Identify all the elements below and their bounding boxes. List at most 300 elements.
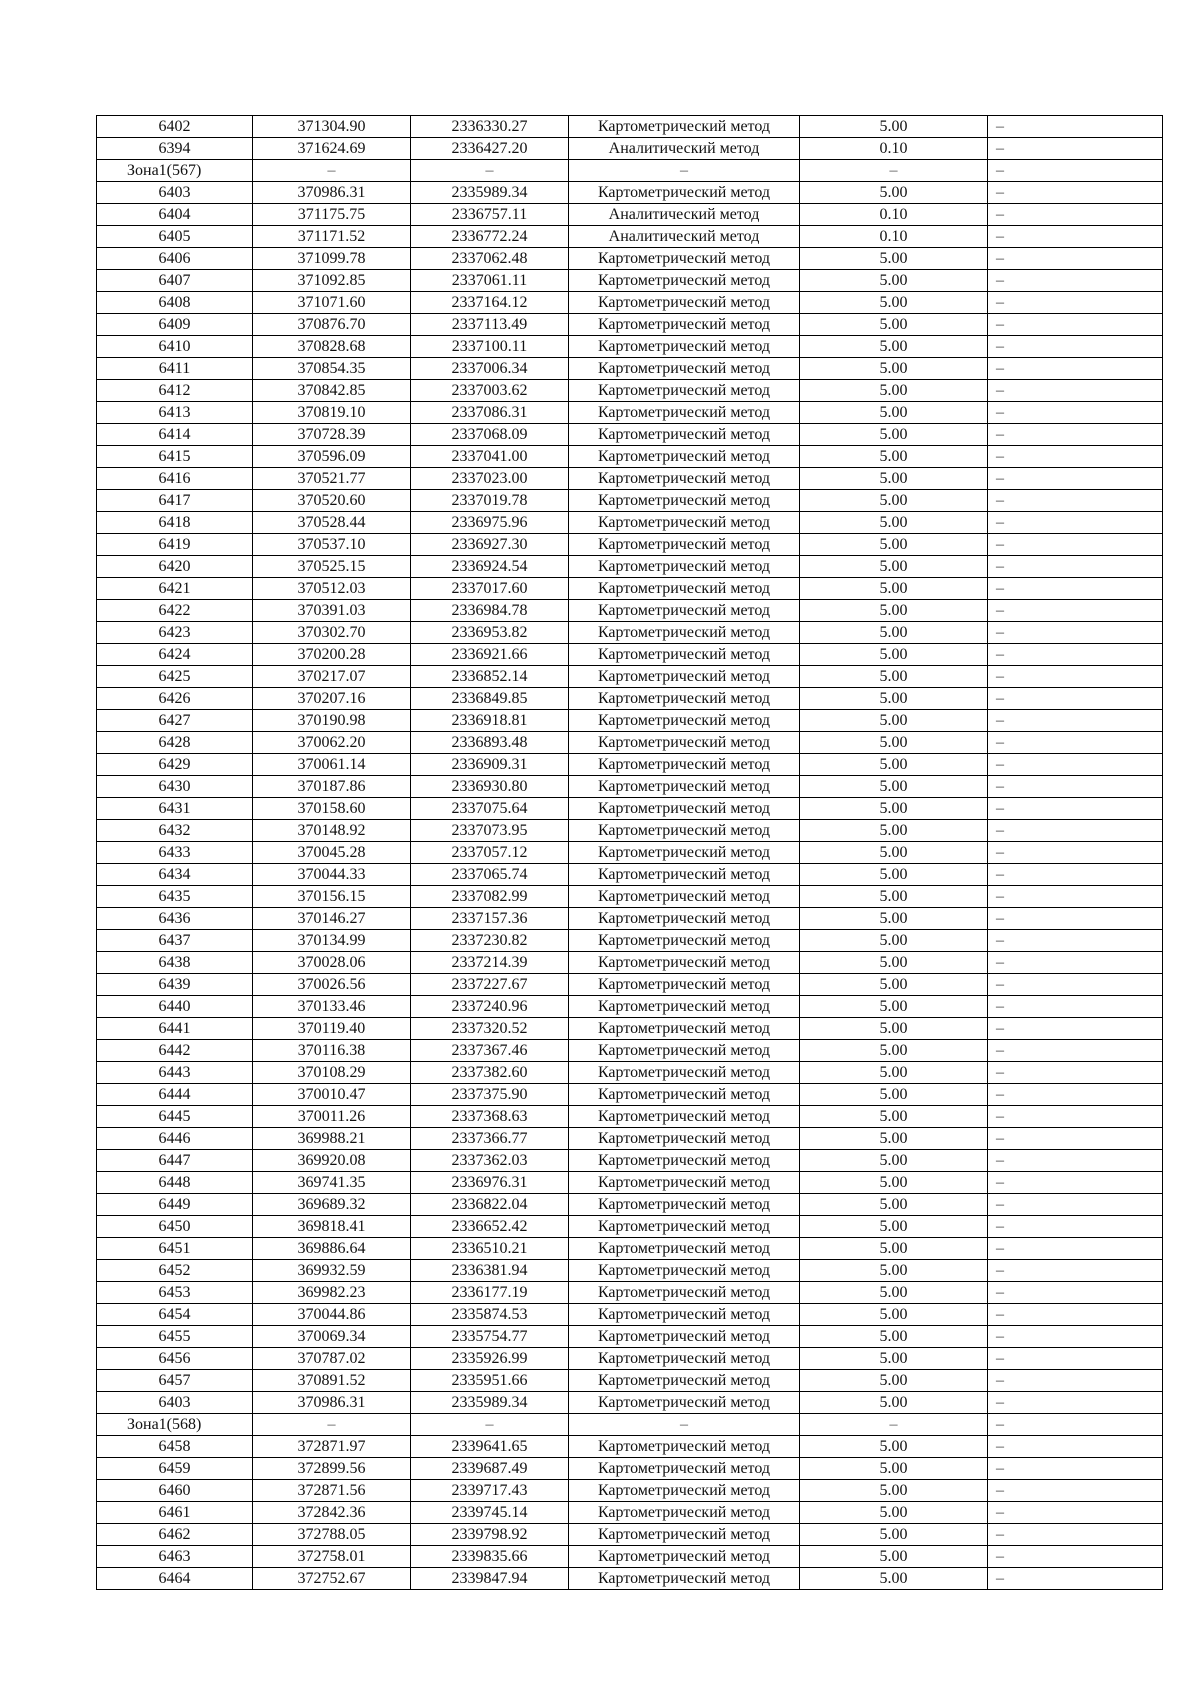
point-number-cell: 6411 bbox=[97, 358, 253, 380]
point-number-cell: 6435 bbox=[97, 886, 253, 908]
description-cell: – bbox=[988, 1018, 1163, 1040]
accuracy-cell: 5.00 bbox=[800, 688, 988, 710]
point-number-cell: 6424 bbox=[97, 644, 253, 666]
method-cell: Картометрический метод bbox=[569, 380, 800, 402]
point-number-cell: 6409 bbox=[97, 314, 253, 336]
accuracy-cell: 5.00 bbox=[800, 798, 988, 820]
table-row bbox=[97, 1260, 1163, 1282]
method-cell: Картометрический метод bbox=[569, 556, 800, 578]
point-number-cell: 6394 bbox=[97, 138, 253, 160]
method-cell: Картометрический метод bbox=[569, 1040, 800, 1062]
description-cell: – bbox=[988, 1150, 1163, 1172]
accuracy-cell: 5.00 bbox=[800, 842, 988, 864]
accuracy-cell: 5.00 bbox=[800, 864, 988, 886]
x-coordinate-cell: 370011.26 bbox=[253, 1106, 411, 1128]
description-cell: – bbox=[988, 314, 1163, 336]
y-coordinate-cell: 2337073.95 bbox=[411, 820, 569, 842]
table-row bbox=[97, 182, 1163, 204]
accuracy-cell: 5.00 bbox=[800, 578, 988, 600]
table-row bbox=[97, 160, 1163, 182]
method-cell: Картометрический метод bbox=[569, 1502, 800, 1524]
coordinates-table-body bbox=[97, 116, 1163, 1590]
point-number-cell: 6436 bbox=[97, 908, 253, 930]
accuracy-cell: 5.00 bbox=[800, 1370, 988, 1392]
description-cell: – bbox=[988, 622, 1163, 644]
method-cell: Картометрический метод bbox=[569, 248, 800, 270]
description-cell: – bbox=[988, 1238, 1163, 1260]
method-cell: Картометрический метод bbox=[569, 1458, 800, 1480]
method-cell: Картометрический метод bbox=[569, 1260, 800, 1282]
y-coordinate-cell: 2337368.63 bbox=[411, 1106, 569, 1128]
method-cell: Картометрический метод bbox=[569, 732, 800, 754]
method-cell: Картометрический метод bbox=[569, 886, 800, 908]
method-cell: Картометрический метод bbox=[569, 446, 800, 468]
x-coordinate-cell: – bbox=[253, 160, 411, 182]
y-coordinate-cell: 2337006.34 bbox=[411, 358, 569, 380]
x-coordinate-cell: 370187.86 bbox=[253, 776, 411, 798]
method-cell: Картометрический метод bbox=[569, 1392, 800, 1414]
method-cell: Картометрический метод bbox=[569, 292, 800, 314]
point-number-cell: 6453 bbox=[97, 1282, 253, 1304]
description-cell: – bbox=[988, 600, 1163, 622]
y-coordinate-cell: 2337113.49 bbox=[411, 314, 569, 336]
point-number-cell: 6417 bbox=[97, 490, 253, 512]
table-row bbox=[97, 1524, 1163, 1546]
x-coordinate-cell: – bbox=[253, 1414, 411, 1436]
accuracy-cell: 5.00 bbox=[800, 1568, 988, 1590]
y-coordinate-cell: 2336927.30 bbox=[411, 534, 569, 556]
method-cell: – bbox=[569, 1414, 800, 1436]
description-cell: – bbox=[988, 292, 1163, 314]
x-coordinate-cell: 370512.03 bbox=[253, 578, 411, 600]
y-coordinate-cell: 2339717.43 bbox=[411, 1480, 569, 1502]
method-cell: Картометрический метод bbox=[569, 358, 800, 380]
method-cell: – bbox=[569, 160, 800, 182]
y-coordinate-cell: 2339798.92 bbox=[411, 1524, 569, 1546]
x-coordinate-cell: 370391.03 bbox=[253, 600, 411, 622]
accuracy-cell: 5.00 bbox=[800, 1546, 988, 1568]
accuracy-cell: 5.00 bbox=[800, 1150, 988, 1172]
table-row bbox=[97, 424, 1163, 446]
description-cell: – bbox=[988, 204, 1163, 226]
table-row bbox=[97, 908, 1163, 930]
accuracy-cell: 5.00 bbox=[800, 534, 988, 556]
point-number-cell: 6418 bbox=[97, 512, 253, 534]
accuracy-cell: 5.00 bbox=[800, 644, 988, 666]
y-coordinate-cell: 2336330.27 bbox=[411, 116, 569, 138]
description-cell: – bbox=[988, 1502, 1163, 1524]
table-row bbox=[97, 314, 1163, 336]
accuracy-cell: – bbox=[800, 1414, 988, 1436]
description-cell: – bbox=[988, 116, 1163, 138]
method-cell: Картометрический метод bbox=[569, 974, 800, 996]
y-coordinate-cell: 2336918.81 bbox=[411, 710, 569, 732]
table-row bbox=[97, 600, 1163, 622]
point-number-cell: 6464 bbox=[97, 1568, 253, 1590]
x-coordinate-cell: 370045.28 bbox=[253, 842, 411, 864]
y-coordinate-cell: 2336849.85 bbox=[411, 688, 569, 710]
table-row bbox=[97, 556, 1163, 578]
point-number-cell: 6433 bbox=[97, 842, 253, 864]
x-coordinate-cell: 370044.33 bbox=[253, 864, 411, 886]
point-number-cell: 6423 bbox=[97, 622, 253, 644]
table-row bbox=[97, 798, 1163, 820]
table-row bbox=[97, 468, 1163, 490]
description-cell: – bbox=[988, 1194, 1163, 1216]
table-row bbox=[97, 754, 1163, 776]
table-row bbox=[97, 380, 1163, 402]
y-coordinate-cell: 2336930.80 bbox=[411, 776, 569, 798]
point-number-cell: 6416 bbox=[97, 468, 253, 490]
x-coordinate-cell: 370148.92 bbox=[253, 820, 411, 842]
table-row bbox=[97, 1392, 1163, 1414]
y-coordinate-cell: 2336976.31 bbox=[411, 1172, 569, 1194]
point-number-cell: 6421 bbox=[97, 578, 253, 600]
table-row bbox=[97, 1348, 1163, 1370]
table-row bbox=[97, 270, 1163, 292]
accuracy-cell: 5.00 bbox=[800, 1348, 988, 1370]
table-row bbox=[97, 1458, 1163, 1480]
y-coordinate-cell: 2337086.31 bbox=[411, 402, 569, 424]
description-cell: – bbox=[988, 248, 1163, 270]
table-row bbox=[97, 1282, 1163, 1304]
accuracy-cell: 5.00 bbox=[800, 886, 988, 908]
y-coordinate-cell: 2335926.99 bbox=[411, 1348, 569, 1370]
point-number-cell: 6402 bbox=[97, 116, 253, 138]
method-cell: Картометрический метод bbox=[569, 600, 800, 622]
y-coordinate-cell: 2336177.19 bbox=[411, 1282, 569, 1304]
accuracy-cell: 5.00 bbox=[800, 754, 988, 776]
table-row bbox=[97, 1172, 1163, 1194]
description-cell: – bbox=[988, 380, 1163, 402]
x-coordinate-cell: 371304.90 bbox=[253, 116, 411, 138]
point-number-cell: 6448 bbox=[97, 1172, 253, 1194]
table-row bbox=[97, 864, 1163, 886]
table-row bbox=[97, 534, 1163, 556]
description-cell: – bbox=[988, 666, 1163, 688]
accuracy-cell: 5.00 bbox=[800, 1194, 988, 1216]
description-cell: – bbox=[988, 1414, 1163, 1436]
x-coordinate-cell: 370728.39 bbox=[253, 424, 411, 446]
accuracy-cell: 0.10 bbox=[800, 204, 988, 226]
accuracy-cell: 5.00 bbox=[800, 732, 988, 754]
method-cell: Картометрический метод bbox=[569, 622, 800, 644]
accuracy-cell: 5.00 bbox=[800, 1106, 988, 1128]
point-number-cell: 6414 bbox=[97, 424, 253, 446]
x-coordinate-cell: 371624.69 bbox=[253, 138, 411, 160]
point-number-cell: 6410 bbox=[97, 336, 253, 358]
point-number-cell: 6431 bbox=[97, 798, 253, 820]
table-row bbox=[97, 644, 1163, 666]
description-cell: – bbox=[988, 358, 1163, 380]
point-number-cell: 6404 bbox=[97, 204, 253, 226]
y-coordinate-cell: 2339687.49 bbox=[411, 1458, 569, 1480]
method-cell: Картометрический метод bbox=[569, 1524, 800, 1546]
point-number-cell: 6444 bbox=[97, 1084, 253, 1106]
description-cell: – bbox=[988, 1458, 1163, 1480]
method-cell: Картометрический метод bbox=[569, 1216, 800, 1238]
y-coordinate-cell: 2336921.66 bbox=[411, 644, 569, 666]
x-coordinate-cell: 370302.70 bbox=[253, 622, 411, 644]
description-cell: – bbox=[988, 1326, 1163, 1348]
x-coordinate-cell: 372842.36 bbox=[253, 1502, 411, 1524]
method-cell: Картометрический метод bbox=[569, 644, 800, 666]
x-coordinate-cell: 370842.85 bbox=[253, 380, 411, 402]
description-cell: – bbox=[988, 930, 1163, 952]
point-number-cell: 6440 bbox=[97, 996, 253, 1018]
point-number-cell: 6452 bbox=[97, 1260, 253, 1282]
accuracy-cell: – bbox=[800, 160, 988, 182]
accuracy-cell: 5.00 bbox=[800, 1304, 988, 1326]
x-coordinate-cell: 370010.47 bbox=[253, 1084, 411, 1106]
table-row bbox=[97, 1018, 1163, 1040]
point-number-cell: 6461 bbox=[97, 1502, 253, 1524]
x-coordinate-cell: 371071.60 bbox=[253, 292, 411, 314]
accuracy-cell: 5.00 bbox=[800, 666, 988, 688]
accuracy-cell: 0.10 bbox=[800, 138, 988, 160]
point-number-cell: 6463 bbox=[97, 1546, 253, 1568]
table-row bbox=[97, 1084, 1163, 1106]
y-coordinate-cell: 2336510.21 bbox=[411, 1238, 569, 1260]
x-coordinate-cell: 370854.35 bbox=[253, 358, 411, 380]
accuracy-cell: 5.00 bbox=[800, 600, 988, 622]
point-number-cell: 6443 bbox=[97, 1062, 253, 1084]
x-coordinate-cell: 372788.05 bbox=[253, 1524, 411, 1546]
y-coordinate-cell: 2336984.78 bbox=[411, 600, 569, 622]
point-number-cell: 6457 bbox=[97, 1370, 253, 1392]
point-number-cell: 6427 bbox=[97, 710, 253, 732]
y-coordinate-cell: 2337164.12 bbox=[411, 292, 569, 314]
description-cell: – bbox=[988, 798, 1163, 820]
accuracy-cell: 5.00 bbox=[800, 490, 988, 512]
point-number-cell: 6459 bbox=[97, 1458, 253, 1480]
y-coordinate-cell: 2336924.54 bbox=[411, 556, 569, 578]
accuracy-cell: 5.00 bbox=[800, 248, 988, 270]
description-cell: – bbox=[988, 270, 1163, 292]
x-coordinate-cell: 370108.29 bbox=[253, 1062, 411, 1084]
x-coordinate-cell: 371092.85 bbox=[253, 270, 411, 292]
accuracy-cell: 5.00 bbox=[800, 908, 988, 930]
y-coordinate-cell: 2337240.96 bbox=[411, 996, 569, 1018]
x-coordinate-cell: 370986.31 bbox=[253, 182, 411, 204]
method-cell: Картометрический метод bbox=[569, 1018, 800, 1040]
y-coordinate-cell: 2339847.94 bbox=[411, 1568, 569, 1590]
table-row bbox=[97, 776, 1163, 798]
x-coordinate-cell: 370891.52 bbox=[253, 1370, 411, 1392]
method-cell: Картометрический метод bbox=[569, 534, 800, 556]
table-row bbox=[97, 666, 1163, 688]
description-cell: – bbox=[988, 468, 1163, 490]
description-cell: – bbox=[988, 732, 1163, 754]
y-coordinate-cell: 2336652.42 bbox=[411, 1216, 569, 1238]
description-cell: – bbox=[988, 138, 1163, 160]
method-cell: Картометрический метод bbox=[569, 336, 800, 358]
accuracy-cell: 5.00 bbox=[800, 1238, 988, 1260]
table-row bbox=[97, 732, 1163, 754]
accuracy-cell: 5.00 bbox=[800, 1260, 988, 1282]
description-cell: – bbox=[988, 534, 1163, 556]
y-coordinate-cell: 2337100.11 bbox=[411, 336, 569, 358]
accuracy-cell: 5.00 bbox=[800, 1062, 988, 1084]
description-cell: – bbox=[988, 336, 1163, 358]
method-cell: Картометрический метод bbox=[569, 1282, 800, 1304]
y-coordinate-cell: 2337362.03 bbox=[411, 1150, 569, 1172]
y-coordinate-cell: 2339835.66 bbox=[411, 1546, 569, 1568]
y-coordinate-cell: 2336953.82 bbox=[411, 622, 569, 644]
table-row bbox=[97, 1568, 1163, 1590]
method-cell: Картометрический метод bbox=[569, 864, 800, 886]
x-coordinate-cell: 371099.78 bbox=[253, 248, 411, 270]
point-number-cell: 6405 bbox=[97, 226, 253, 248]
accuracy-cell: 5.00 bbox=[800, 952, 988, 974]
table-row bbox=[97, 842, 1163, 864]
description-cell: – bbox=[988, 1084, 1163, 1106]
x-coordinate-cell: 370062.20 bbox=[253, 732, 411, 754]
y-coordinate-cell: 2336757.11 bbox=[411, 204, 569, 226]
table-row bbox=[97, 512, 1163, 534]
method-cell: Картометрический метод bbox=[569, 688, 800, 710]
accuracy-cell: 5.00 bbox=[800, 1282, 988, 1304]
y-coordinate-cell: 2337068.09 bbox=[411, 424, 569, 446]
x-coordinate-cell: 369886.64 bbox=[253, 1238, 411, 1260]
description-cell: – bbox=[988, 996, 1163, 1018]
x-coordinate-cell: 370069.34 bbox=[253, 1326, 411, 1348]
method-cell: Картометрический метод bbox=[569, 490, 800, 512]
table-row bbox=[97, 1216, 1163, 1238]
table-row bbox=[97, 116, 1163, 138]
description-cell: – bbox=[988, 1040, 1163, 1062]
method-cell: Картометрический метод bbox=[569, 512, 800, 534]
table-row bbox=[97, 1238, 1163, 1260]
y-coordinate-cell: 2337003.62 bbox=[411, 380, 569, 402]
x-coordinate-cell: 369920.08 bbox=[253, 1150, 411, 1172]
y-coordinate-cell: 2337061.11 bbox=[411, 270, 569, 292]
table-row bbox=[97, 886, 1163, 908]
accuracy-cell: 5.00 bbox=[800, 710, 988, 732]
y-coordinate-cell: 2337075.64 bbox=[411, 798, 569, 820]
method-cell: Картометрический метод bbox=[569, 182, 800, 204]
accuracy-cell: 5.00 bbox=[800, 974, 988, 996]
point-number-cell: 6451 bbox=[97, 1238, 253, 1260]
x-coordinate-cell: 370207.16 bbox=[253, 688, 411, 710]
table-row bbox=[97, 1040, 1163, 1062]
description-cell: – bbox=[988, 1216, 1163, 1238]
y-coordinate-cell: 2335951.66 bbox=[411, 1370, 569, 1392]
method-cell: Картометрический метод bbox=[569, 1106, 800, 1128]
y-coordinate-cell: 2337214.39 bbox=[411, 952, 569, 974]
y-coordinate-cell: 2337062.48 bbox=[411, 248, 569, 270]
point-number-cell: 6460 bbox=[97, 1480, 253, 1502]
method-cell: Картометрический метод bbox=[569, 798, 800, 820]
method-cell: Картометрический метод bbox=[569, 820, 800, 842]
y-coordinate-cell: 2337017.60 bbox=[411, 578, 569, 600]
accuracy-cell: 5.00 bbox=[800, 1172, 988, 1194]
accuracy-cell: 5.00 bbox=[800, 424, 988, 446]
description-cell: – bbox=[988, 1524, 1163, 1546]
description-cell: – bbox=[988, 446, 1163, 468]
description-cell: – bbox=[988, 1260, 1163, 1282]
method-cell: Картометрический метод bbox=[569, 578, 800, 600]
x-coordinate-cell: 370521.77 bbox=[253, 468, 411, 490]
table-row bbox=[97, 578, 1163, 600]
method-cell: Картометрический метод bbox=[569, 116, 800, 138]
accuracy-cell: 5.00 bbox=[800, 1436, 988, 1458]
table-row bbox=[97, 996, 1163, 1018]
y-coordinate-cell: 2337382.60 bbox=[411, 1062, 569, 1084]
point-number-cell: 6426 bbox=[97, 688, 253, 710]
table-row bbox=[97, 1436, 1163, 1458]
description-cell: – bbox=[988, 160, 1163, 182]
x-coordinate-cell: 370787.02 bbox=[253, 1348, 411, 1370]
accuracy-cell: 5.00 bbox=[800, 336, 988, 358]
method-cell: Картометрический метод bbox=[569, 1370, 800, 1392]
coordinates-table bbox=[96, 115, 1163, 1590]
table-row bbox=[97, 930, 1163, 952]
method-cell: Картометрический метод bbox=[569, 1128, 800, 1150]
point-number-cell: 6422 bbox=[97, 600, 253, 622]
point-number-cell: 6447 bbox=[97, 1150, 253, 1172]
y-coordinate-cell: 2335989.34 bbox=[411, 182, 569, 204]
method-cell: Картометрический метод bbox=[569, 1304, 800, 1326]
y-coordinate-cell: 2335989.34 bbox=[411, 1392, 569, 1414]
point-number-cell: Зона1(568) bbox=[97, 1414, 253, 1436]
description-cell: – bbox=[988, 710, 1163, 732]
x-coordinate-cell: 369689.32 bbox=[253, 1194, 411, 1216]
y-coordinate-cell: 2336893.48 bbox=[411, 732, 569, 754]
description-cell: – bbox=[988, 842, 1163, 864]
x-coordinate-cell: 370986.31 bbox=[253, 1392, 411, 1414]
x-coordinate-cell: 370537.10 bbox=[253, 534, 411, 556]
point-number-cell: 6454 bbox=[97, 1304, 253, 1326]
description-cell: – bbox=[988, 1304, 1163, 1326]
point-number-cell: 6403 bbox=[97, 182, 253, 204]
accuracy-cell: 5.00 bbox=[800, 1084, 988, 1106]
y-coordinate-cell: 2335754.77 bbox=[411, 1326, 569, 1348]
method-cell: Картометрический метод bbox=[569, 424, 800, 446]
accuracy-cell: 5.00 bbox=[800, 182, 988, 204]
x-coordinate-cell: 370146.27 bbox=[253, 908, 411, 930]
description-cell: – bbox=[988, 182, 1163, 204]
y-coordinate-cell: 2336772.24 bbox=[411, 226, 569, 248]
description-cell: – bbox=[988, 1546, 1163, 1568]
method-cell: Картометрический метод bbox=[569, 710, 800, 732]
table-row bbox=[97, 1480, 1163, 1502]
accuracy-cell: 5.00 bbox=[800, 1524, 988, 1546]
accuracy-cell: 5.00 bbox=[800, 402, 988, 424]
description-cell: – bbox=[988, 776, 1163, 798]
accuracy-cell: 5.00 bbox=[800, 820, 988, 842]
accuracy-cell: 5.00 bbox=[800, 930, 988, 952]
method-cell: Картометрический метод bbox=[569, 1084, 800, 1106]
y-coordinate-cell: 2337041.00 bbox=[411, 446, 569, 468]
point-number-cell: 6415 bbox=[97, 446, 253, 468]
x-coordinate-cell: 370525.15 bbox=[253, 556, 411, 578]
x-coordinate-cell: 372871.97 bbox=[253, 1436, 411, 1458]
y-coordinate-cell: 2336381.94 bbox=[411, 1260, 569, 1282]
description-cell: – bbox=[988, 578, 1163, 600]
accuracy-cell: 5.00 bbox=[800, 314, 988, 336]
y-coordinate-cell: 2337227.67 bbox=[411, 974, 569, 996]
description-cell: – bbox=[988, 908, 1163, 930]
x-coordinate-cell: 370828.68 bbox=[253, 336, 411, 358]
method-cell: Картометрический метод bbox=[569, 402, 800, 424]
table-row bbox=[97, 710, 1163, 732]
method-cell: Картометрический метод bbox=[569, 1194, 800, 1216]
table-row bbox=[97, 402, 1163, 424]
y-coordinate-cell: – bbox=[411, 1414, 569, 1436]
x-coordinate-cell: 370520.60 bbox=[253, 490, 411, 512]
point-number-cell: 6462 bbox=[97, 1524, 253, 1546]
